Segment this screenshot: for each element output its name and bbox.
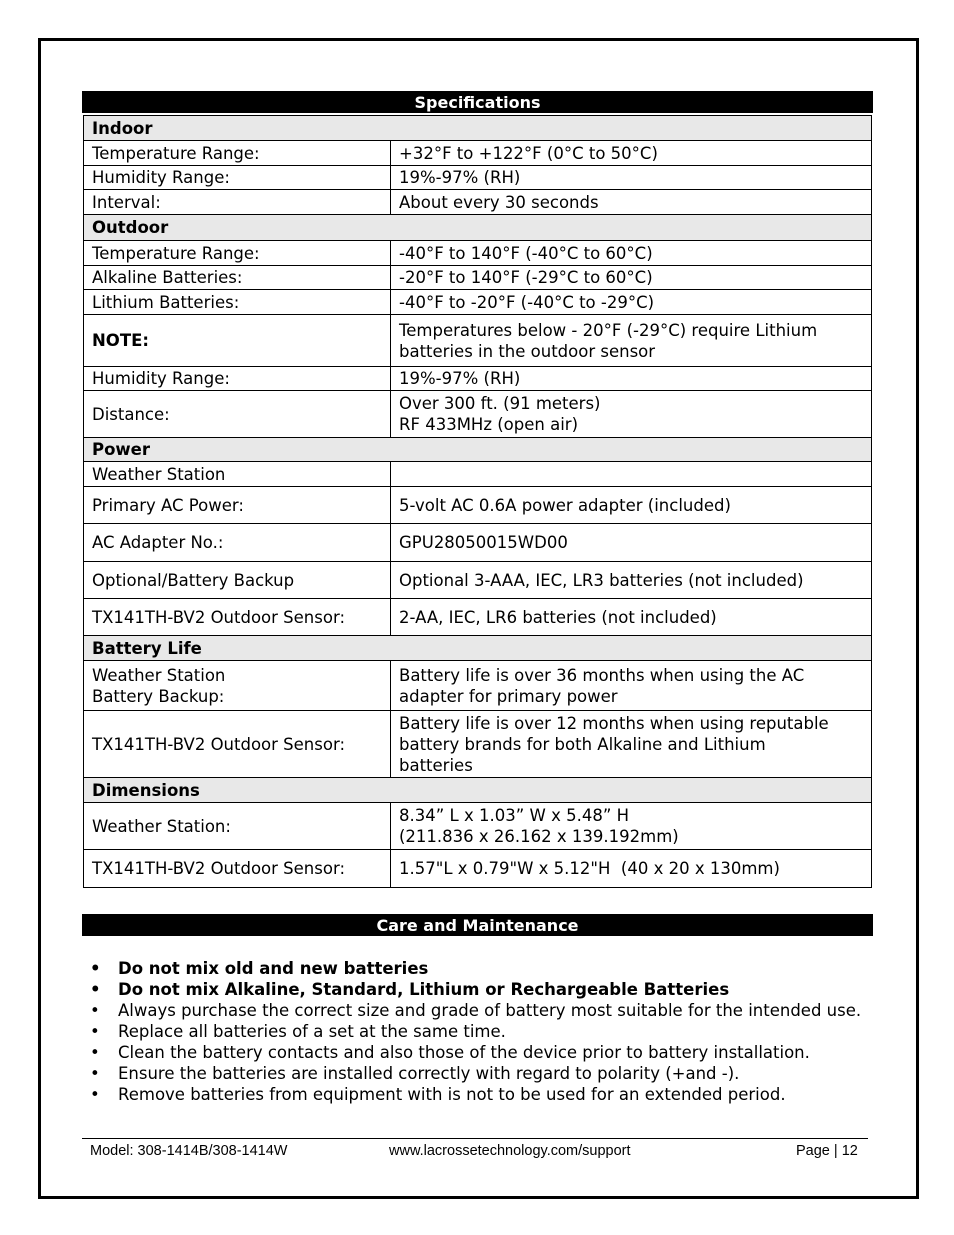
table-row bbox=[84, 462, 872, 487]
spec-value: GPU28050015WD00 bbox=[391, 524, 872, 562]
spec-label: NOTE: bbox=[84, 315, 391, 367]
spec-value-line: Battery life is over 36 months when using the AC bbox=[399, 665, 805, 685]
list-item: • Do not mix old and new batteries bbox=[118, 958, 872, 979]
spec-value: Optional 3-AAA, IEC, LR3 batteries (not included) bbox=[391, 562, 872, 599]
table-row bbox=[84, 661, 872, 711]
spec-value-line: Temperatures below - 20°F (-29°C) require Lithium bbox=[399, 320, 818, 340]
spec-value bbox=[391, 711, 872, 778]
spec-value: -40°F to 140°F (-40°C to 60°C) bbox=[391, 241, 872, 266]
spec-label: AC Adapter No.: bbox=[84, 524, 391, 562]
list-item: • Remove batteries from equipment with is not to be used for an extended period. bbox=[118, 1084, 872, 1105]
list-item: • Ensure the batteries are installed correctly with regard to polarity (+and -). bbox=[118, 1063, 872, 1084]
group-row-battery-life bbox=[84, 636, 872, 661]
spec-label: Humidity Range: bbox=[84, 166, 391, 190]
spec-value-line: batteries in the outdoor sensor bbox=[399, 341, 656, 361]
footer-url: www.lacrossetechnology.com/support bbox=[389, 1143, 631, 1159]
spec-value-line: battery brands for both Alkaline and Lithium bbox=[399, 734, 766, 754]
list-item: • Always purchase the correct size and grade of battery most suitable for the intended use. bbox=[118, 1000, 872, 1021]
group-row-power bbox=[84, 438, 872, 462]
footer-page-number: Page | 12 bbox=[796, 1143, 858, 1159]
list-item: • Replace all batteries of a set at the same time. bbox=[118, 1021, 872, 1042]
list-item: • Clean the battery contacts and also those of the device prior to battery installation. bbox=[118, 1042, 872, 1063]
spec-value: 1.57"L x 0.79"W x 5.12"H (40 x 20 x 130mm) bbox=[391, 850, 872, 888]
spec-value-line: adapter for primary power bbox=[399, 686, 618, 706]
spec-value: 5-volt AC 0.6A power adapter (included) bbox=[391, 487, 872, 524]
table-row bbox=[84, 524, 872, 562]
table-row bbox=[84, 562, 872, 599]
spec-label: TX141TH-BV2 Outdoor Sensor: bbox=[84, 711, 391, 778]
spec-value: -20°F to 140°F (-29°C to 60°C) bbox=[391, 266, 872, 290]
footer-model: Model: 308-1414B/308-1414W bbox=[90, 1143, 288, 1159]
spec-label: Weather Station: bbox=[84, 803, 391, 850]
spec-value bbox=[391, 462, 872, 487]
specifications-table bbox=[83, 115, 872, 888]
specifications-header: Specifications bbox=[82, 91, 873, 113]
spec-value-line: Over 300 ft. (91 meters) bbox=[399, 394, 601, 413]
spec-value-line: batteries bbox=[399, 755, 473, 775]
spec-value: +32°F to +122°F (0°C to 50°C) bbox=[391, 141, 872, 166]
spec-label: Optional/Battery Backup bbox=[84, 562, 391, 599]
table-row bbox=[84, 850, 872, 888]
spec-value: 2-AA, IEC, LR6 batteries (not included) bbox=[391, 599, 872, 636]
spec-label-line: Battery Backup: bbox=[92, 686, 225, 706]
spec-value bbox=[391, 661, 872, 711]
spec-value-line: (211.836 x 26.162 x 139.192mm) bbox=[399, 827, 679, 846]
care-maintenance-header: Care and Maintenance bbox=[82, 914, 873, 936]
spec-label: Temperature Range: bbox=[84, 241, 391, 266]
spec-label-line: Weather Station bbox=[92, 665, 226, 685]
spec-label: Distance: bbox=[84, 391, 391, 438]
table-row bbox=[84, 391, 872, 438]
table-row bbox=[84, 290, 872, 315]
spec-value: About every 30 seconds bbox=[391, 190, 872, 215]
table-row bbox=[84, 803, 872, 850]
spec-label: TX141TH-BV2 Outdoor Sensor: bbox=[84, 850, 391, 888]
group-heading: Dimensions bbox=[84, 778, 872, 803]
table-row bbox=[84, 599, 872, 636]
table-row bbox=[84, 487, 872, 524]
table-row bbox=[84, 711, 872, 778]
spec-label: Interval: bbox=[84, 190, 391, 215]
group-heading: Power bbox=[84, 438, 872, 462]
spec-label: Weather Station bbox=[84, 462, 391, 487]
spec-value: -40°F to -20°F (-40°C to -29°C) bbox=[391, 290, 872, 315]
footer-divider bbox=[82, 1138, 868, 1139]
spec-value bbox=[391, 315, 872, 367]
spec-label: TX141TH-BV2 Outdoor Sensor: bbox=[84, 599, 391, 636]
spec-value bbox=[391, 391, 872, 438]
group-row-dimensions bbox=[84, 778, 872, 803]
spec-value: 19%-97% (RH) bbox=[391, 367, 872, 391]
table-row bbox=[84, 166, 872, 190]
table-row bbox=[84, 266, 872, 290]
group-heading: Indoor bbox=[84, 116, 872, 141]
group-row-outdoor bbox=[84, 215, 872, 241]
table-row bbox=[84, 315, 872, 367]
spec-label: Temperature Range: bbox=[84, 141, 391, 166]
spec-value-line: RF 433MHz (open air) bbox=[399, 415, 579, 434]
table-row bbox=[84, 141, 872, 166]
spec-label: Humidity Range: bbox=[84, 367, 391, 391]
spec-label: Lithium Batteries: bbox=[84, 290, 391, 315]
spec-value bbox=[391, 803, 872, 850]
group-heading: Battery Life bbox=[84, 636, 872, 661]
table-row bbox=[84, 190, 872, 215]
group-row-indoor bbox=[84, 116, 872, 141]
spec-value-line: 8.34” L x 1.03” W x 5.48” H bbox=[399, 806, 630, 825]
care-list bbox=[82, 958, 872, 1105]
spec-label: Primary AC Power: bbox=[84, 487, 391, 524]
spec-value: 19%-97% (RH) bbox=[391, 166, 872, 190]
group-heading: Outdoor bbox=[84, 215, 872, 241]
table-row bbox=[84, 241, 872, 266]
table-row bbox=[84, 367, 872, 391]
list-item: • Do not mix Alkaline, Standard, Lithium or Rechargeable Batteries bbox=[118, 979, 872, 1000]
spec-value-line: Battery life is over 12 months when using reputable bbox=[399, 713, 829, 733]
spec-label: Alkaline Batteries: bbox=[84, 266, 391, 290]
spec-label bbox=[84, 661, 391, 711]
